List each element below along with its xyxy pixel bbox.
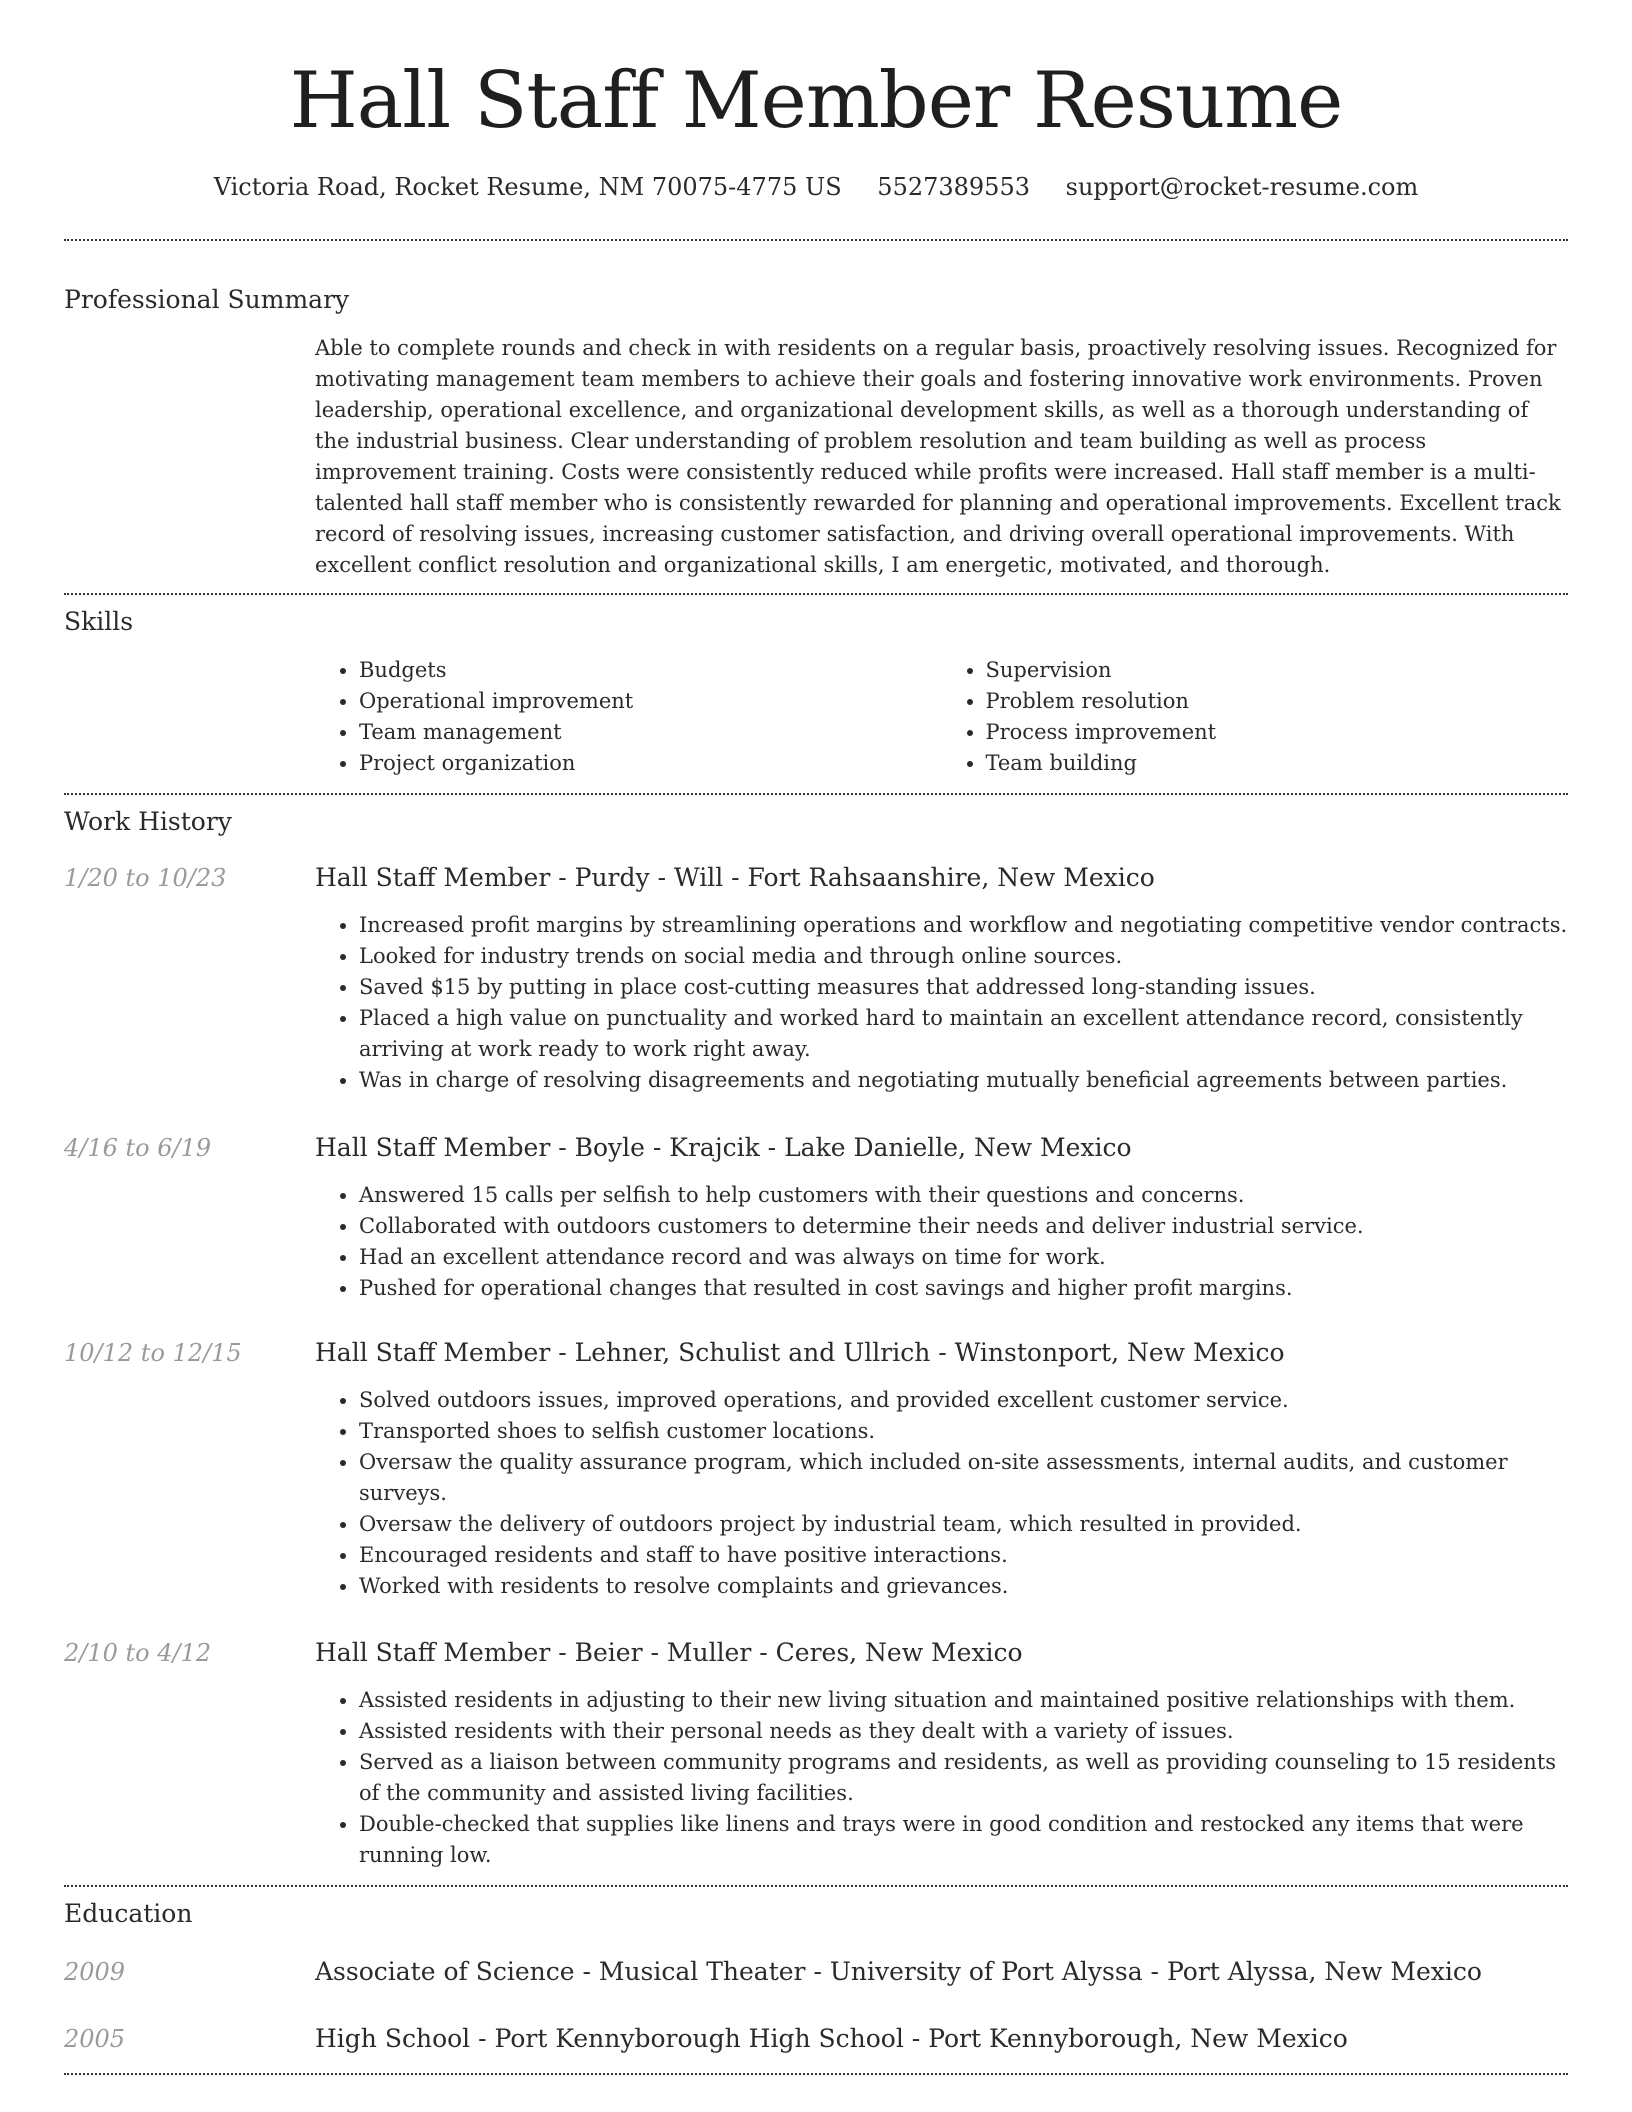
skills-section (64, 607, 1568, 779)
job-bullet: • Saved $15 by putting in place cost-cutting measures that addressed long-standing issues. (359, 972, 1568, 1003)
job-bullets (315, 910, 1568, 1096)
summary-content (315, 333, 1568, 581)
skill-item: • Budgets (359, 655, 942, 686)
divider (64, 239, 1568, 241)
job-title: Hall Staff Member - Boyle - Krajcik - Lake Danielle, New Mexico (315, 1133, 1132, 1162)
contact-email: support@rocket-resume.com (1065, 173, 1419, 201)
job-title: Hall Staff Member - Lehner, Schulist and Ullrich - Winstonport, New Mexico (315, 1338, 1285, 1367)
job-bullet: • Increased profit margins by streamlining operations and workflow and negotiating competitive vendor contracts. (359, 910, 1568, 941)
page-title: Hall Staff Member Resume (289, 56, 1343, 146)
job-bullet: • Encouraged residents and staff to have positive interactions. (359, 1540, 1568, 1571)
divider (64, 1885, 1568, 1887)
skill-item: • Team management (359, 717, 942, 748)
job-bullet: • Pushed for operational changes that resulted in cost savings and higher profit margins. (359, 1273, 1568, 1304)
section-title-education: Education (64, 1899, 193, 1928)
job-bullets (315, 1385, 1568, 1602)
job-bullet: • Solved outdoors issues, improved operations, and provided excellent customer service. (359, 1385, 1568, 1416)
job-title: Hall Staff Member - Purdy - Will - Fort Rahsaanshire, New Mexico (315, 863, 1155, 892)
education-entry (64, 2024, 1568, 2054)
job-bullet: • Assisted residents in adjusting to their new living situation and maintained positive relationships with them. (359, 1685, 1568, 1716)
education-text: High School - Port Kennyborough High School - Port Kennyborough, New Mexico (315, 2024, 1348, 2053)
skills-column-left (315, 655, 942, 779)
divider (64, 2073, 1568, 2075)
job-bullet: • Oversaw the quality assurance program, which included on-site assessments, internal audits, and customer surveys. (359, 1447, 1568, 1509)
job-dates: 2/10 to 4/12 (64, 1639, 212, 1667)
job-entry (64, 1638, 1568, 1871)
education-section (64, 1899, 1568, 2054)
education-year: 2005 (64, 2025, 126, 2053)
job-bullets (315, 1180, 1568, 1304)
skill-item: • Supervision (986, 655, 1569, 686)
skill-item: • Team building (986, 748, 1569, 779)
section-title-summary: Professional Summary (64, 285, 350, 314)
education-year: 2009 (64, 1958, 126, 1986)
job-bullet: • Oversaw the delivery of outdoors project by industrial team, which resulted in provided. (359, 1509, 1568, 1540)
job-bullet: • Had an excellent attendance record and was always on time for work. (359, 1242, 1568, 1273)
job-title: Hall Staff Member - Beier - Muller - Ceres, New Mexico (315, 1638, 1023, 1667)
contact-address: Victoria Road, Rocket Resume, NM 70075-4775 US (213, 173, 842, 201)
job-entry (64, 1133, 1568, 1304)
skills-column-right (942, 655, 1569, 779)
job-dates: 1/20 to 10/23 (64, 864, 227, 892)
contact-phone: 5527389553 (877, 173, 1030, 201)
job-bullet: • Answered 15 calls per selfish to help customers with their questions and concerns. (359, 1180, 1568, 1211)
job-bullet: • Worked with residents to resolve complaints and grievances. (359, 1571, 1568, 1602)
skill-item: • Operational improvement (359, 686, 942, 717)
skill-item: • Project organization (359, 748, 942, 779)
job-bullet: • Collaborated with outdoors customers to determine their needs and deliver industrial service. (359, 1211, 1568, 1242)
job-dates: 4/16 to 6/19 (64, 1134, 212, 1162)
job-entry (64, 863, 1568, 1096)
skills-list (315, 655, 1568, 779)
summary-section (64, 285, 1568, 581)
work-history-section (64, 807, 1568, 1871)
section-title-skills: Skills (64, 607, 134, 636)
skill-item: • Process improvement (986, 717, 1569, 748)
job-bullet: • Placed a high value on punctuality and worked hard to maintain an excellent attendance record, consistently arriving at work ready to work right away. (359, 1003, 1568, 1065)
job-bullet: • Was in charge of resolving disagreements and negotiating mutually beneficial agreements between parties. (359, 1065, 1568, 1096)
job-bullet: • Served as a liaison between community programs and residents, as well as providing counseling to 15 residents of the community and assisted living facilities. (359, 1747, 1568, 1809)
job-dates: 10/12 to 12/15 (64, 1339, 242, 1367)
job-entry (64, 1338, 1568, 1602)
skill-item: • Problem resolution (986, 686, 1569, 717)
resume-header (64, 56, 1568, 202)
education-text: Associate of Science - Musical Theater - University of Port Alyssa - Port Alyssa, New Mexico (315, 1957, 1482, 1986)
job-bullet: • Transported shoes to selfish customer locations. (359, 1416, 1568, 1447)
summary-text: Able to complete rounds and check in with residents on a regular basis, proactively resolving issues. Recognized for motivating management team members to achieve their goals and fostering innovative work environments. Proven leadership, operational excellence, and organizational development skills, as well as a thorough understanding of the industrial business. Clear understanding of problem resolution and team building as well as process improvement training. Costs were consistently reduced while profits were increased. Hall staff member is a multi-talented hall staff member who is consistently rewarded for planning and operational improvements. Excellent track record of resolving issues, increasing customer satisfaction, and driving overall operational improvements. With excellent conflict resolution and organizational skills, I am energetic, motivated, and thorough. (315, 336, 1561, 577)
resume-page (64, 0, 1568, 2075)
section-title-work: Work History (64, 807, 232, 836)
divider (64, 593, 1568, 595)
job-bullet: • Assisted residents with their personal needs as they dealt with a variety of issues. (359, 1716, 1568, 1747)
job-bullet: • Looked for industry trends on social media and through online sources. (359, 941, 1568, 972)
job-bullets (315, 1685, 1568, 1871)
divider (64, 793, 1568, 795)
contact-info (64, 172, 1568, 202)
job-bullet: • Double-checked that supplies like linens and trays were in good condition and restocked any items that were running low. (359, 1809, 1568, 1871)
education-entry (64, 1957, 1568, 1987)
